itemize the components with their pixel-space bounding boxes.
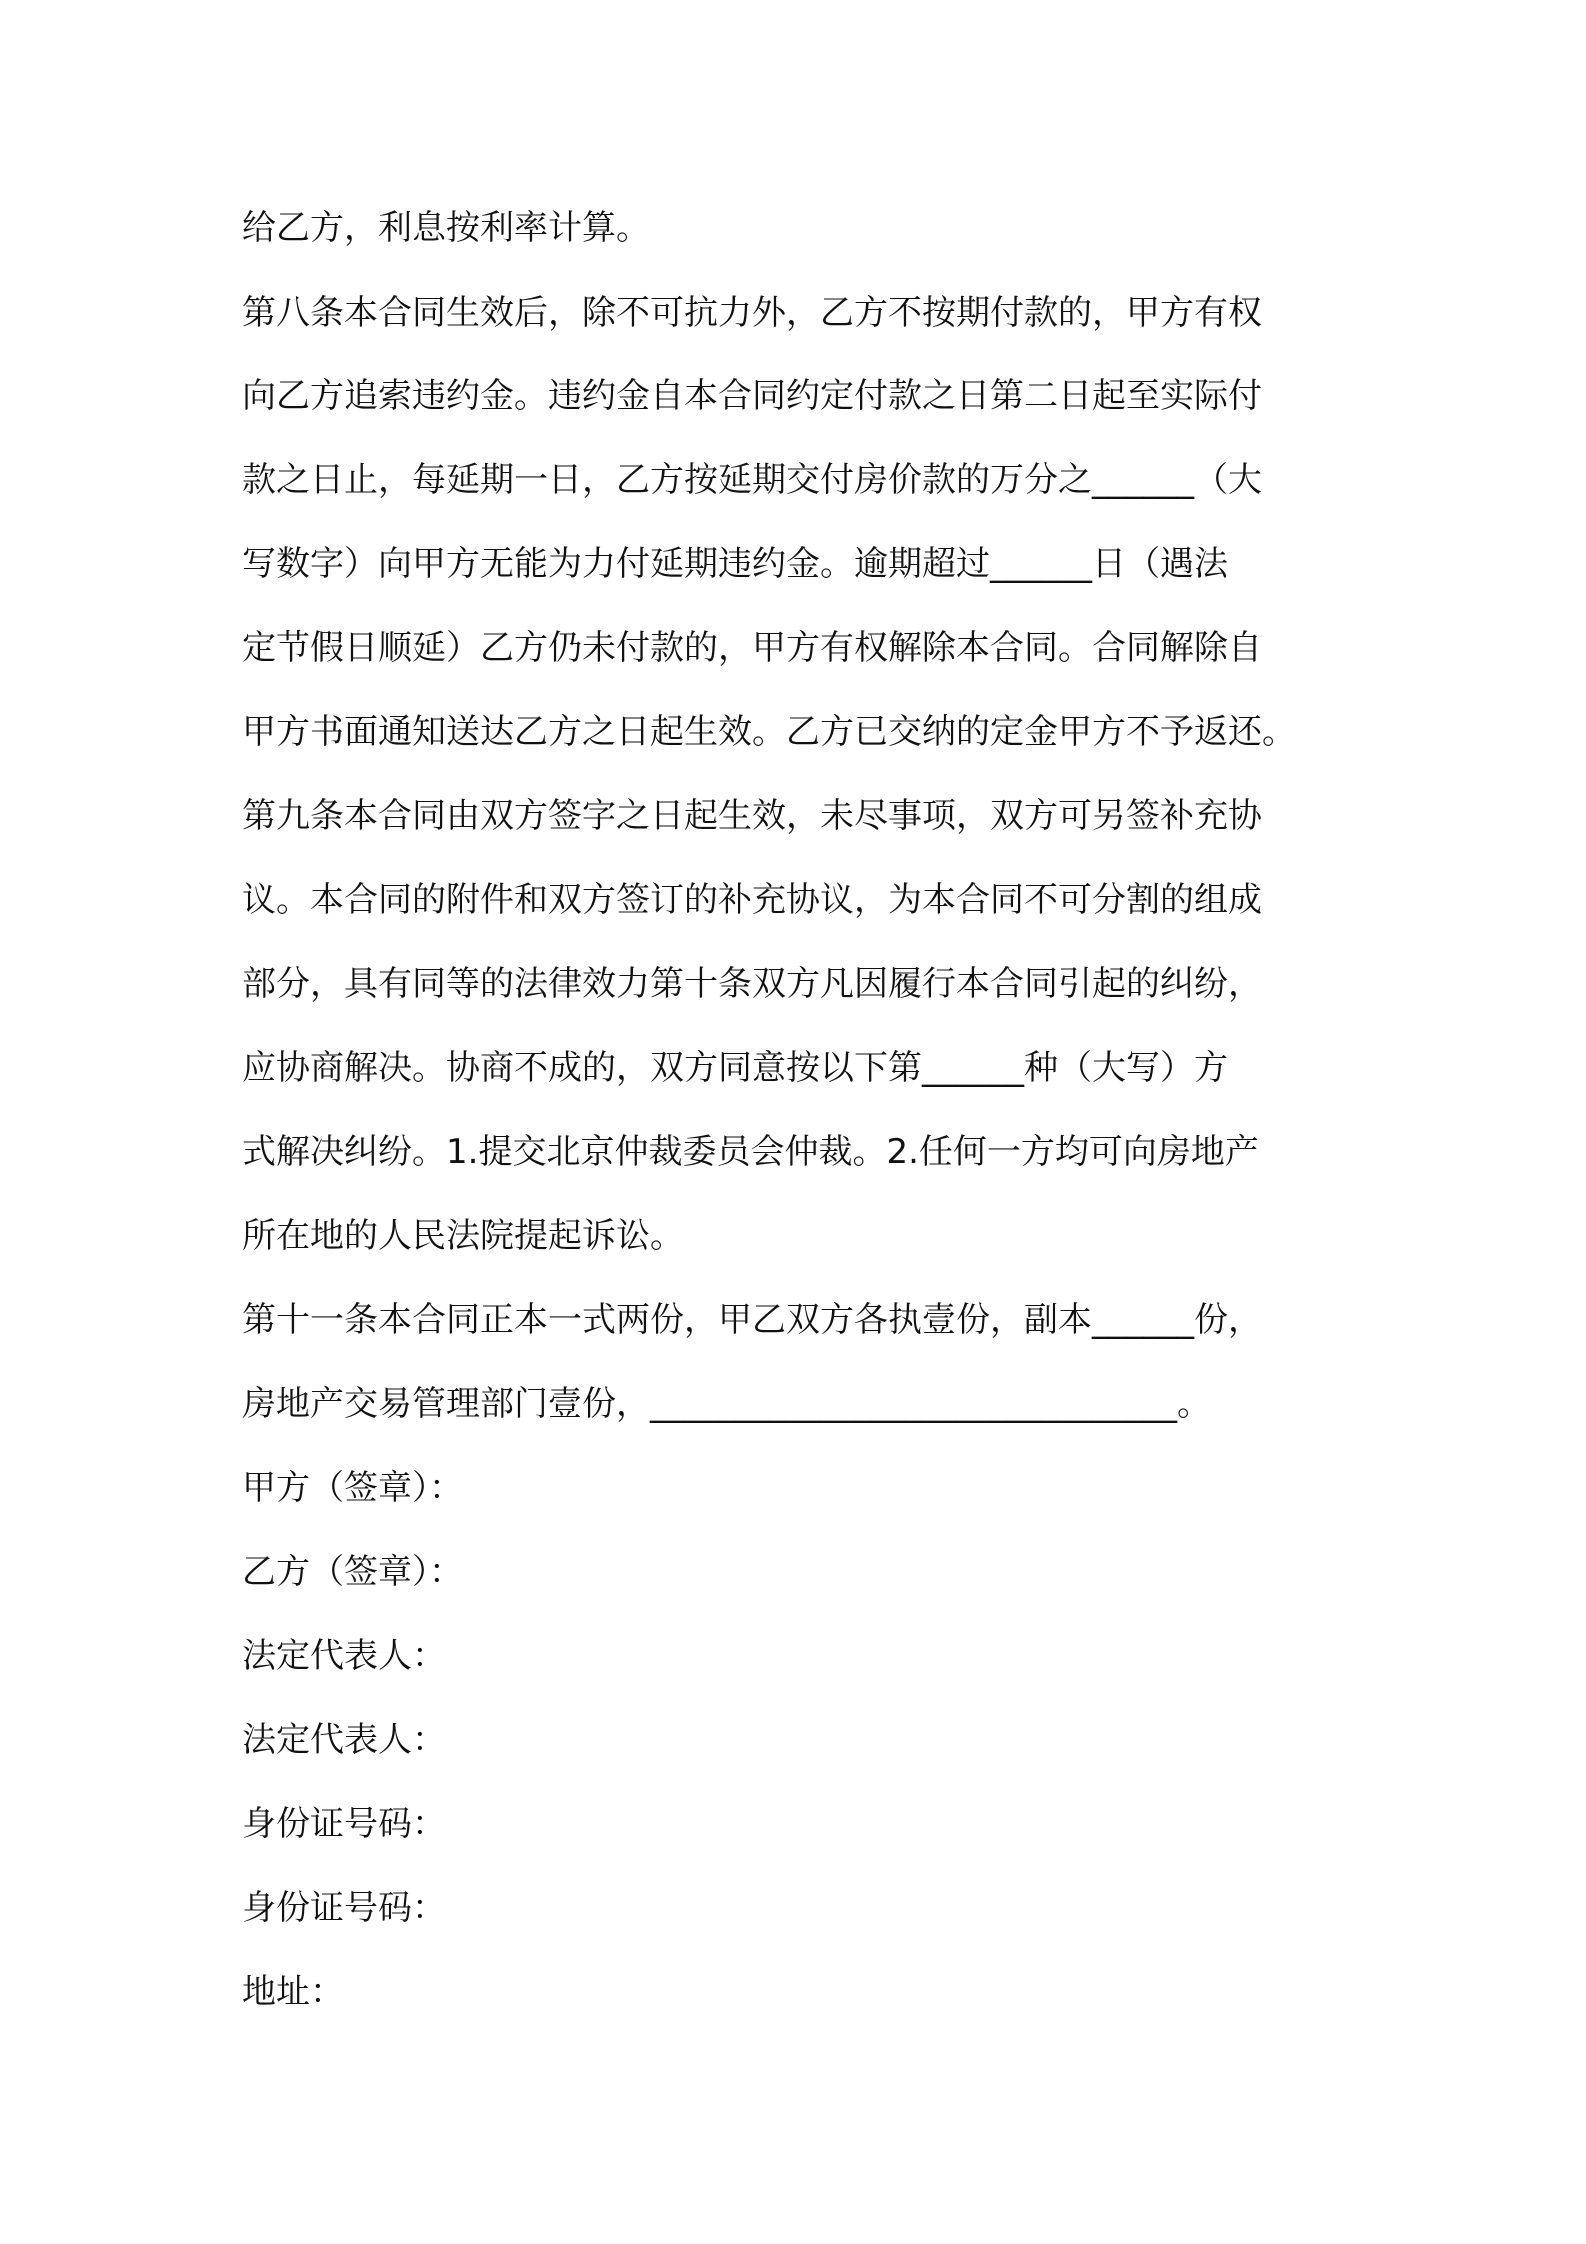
body-line-15: 房地产交易管理部门壹份，_______________________________。 [242,1384,1211,1424]
body-line-8: 第九条本合同由双方签字之日起生效，未尽事项，双方可另签补充协 [242,796,1262,836]
body-line-10: 部分，具有同等的法律效力第十条双方凡因履行本合同引起的纠纷， [242,964,1262,1004]
body-line-12: 式解决纠纷。1.提交北京仲裁委员会仲裁。2.任何一方均可向房地产 [242,1132,1259,1172]
signature-party-b-label: 乙方（签章）： [242,1552,463,1592]
body-line-2: 第八条本合同生效后，除不可抗力外，乙方不按期付款的，甲方有权 [242,293,1262,333]
body-line-1: 给乙方，利息按利率计算。 [242,208,650,248]
body-line-3: 向乙方追索违约金。违约金自本合同约定付款之日第二日起至实际付 [242,376,1262,416]
body-line-9: 议。本合同的附件和双方签订的补充协议，为本合同不可分割的组成 [242,880,1262,920]
body-line-7: 甲方书面通知送达乙方之日起生效。乙方已交纳的定金甲方不予返还。 [242,712,1296,752]
body-line-11: 应协商解决。协商不成的，双方同意按以下第______种（大写）方 [242,1048,1228,1088]
legal-representative-label-a: 法定代表人： [242,1636,446,1676]
body-line-5: 写数字）向甲方无能为力付延期违约金。逾期超过______日（遇法 [242,544,1228,584]
signature-party-a-label: 甲方（签章）： [242,1468,463,1508]
body-line-14: 第十一条本合同正本一式两份，甲乙双方各执壹份，副本______份， [242,1300,1262,1340]
id-number-label-b: 身份证号码： [242,1888,446,1928]
body-line-6: 定节假日顺延）乙方仍未付款的，甲方有权解除本合同。合同解除自 [242,628,1262,668]
id-number-label-a: 身份证号码： [242,1804,446,1844]
legal-representative-label-b: 法定代表人： [242,1720,446,1760]
body-line-4: 款之日止，每延期一日，乙方按延期交付房价款的万分之______（大 [242,460,1262,500]
address-label: 地址： [242,1972,344,2012]
body-line-13: 所在地的人民法院提起诉讼。 [242,1216,684,1256]
